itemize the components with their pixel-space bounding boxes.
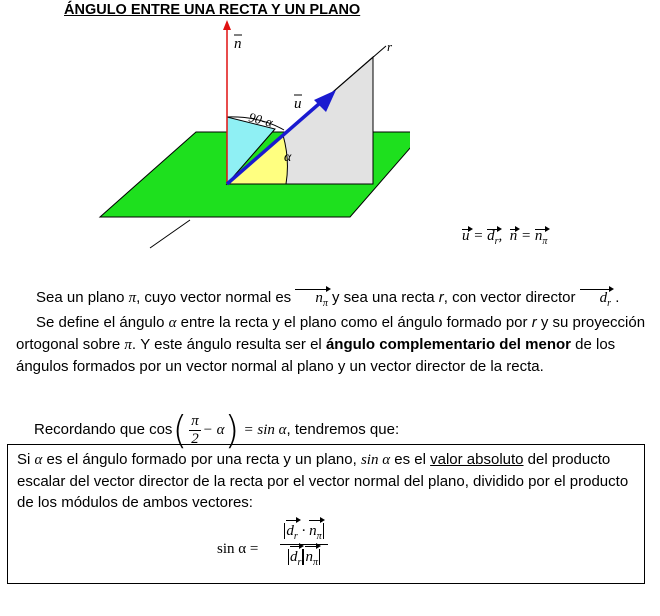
cos-identity: Recordando que cos( $\frac{\pi}{2}$ − α) = sin α, tendremos que: — [34, 408, 400, 452]
page-title: ÁNGULO ENTRE UNA RECTA Y UN PLANO — [64, 2, 361, 18]
vector-relations: $u = d_r$, $n = n_\pi$ — [462, 228, 548, 247]
underlined-phrase: valor absoluto — [430, 451, 524, 468]
geometry-figure — [90, 20, 410, 250]
label-90-alpha: 90-α — [247, 109, 275, 130]
paragraph-2: Se define el ángulo α entre la recta y el plano como el ángulo formado por r y su proyección ortogonal sobre π. Y este ángulo resulta ser el ángulo complementario del menor de los ángulos formados por un vector normal al plano y un vector director de la recta. — [16, 314, 646, 375]
label-alpha: α — [284, 150, 292, 165]
vec-u: u — [462, 228, 470, 244]
bold-phrase: ángulo complementario del menor — [325, 336, 571, 353]
definition-text: Si α es el ángulo formado por una recta y un plano, sin α es el valor absoluto del producto escalar del vector director de la recta por el vector normal del plano, dividido por el producto de los módulos de ambos vectores: — [17, 451, 629, 511]
definition-box: Si α es el ángulo formado por una recta y un plano, sin α es el valor absoluto del producto escalar del vector director de la recta por el vector normal del plano, dividido por el producto de los módulos de ambos vectores: sin α = $d_r \cdot n_\pi$ $d_r$ $n_\pi$ — [7, 444, 645, 584]
line-r-lower — [150, 220, 190, 248]
label-r: r — [387, 39, 393, 54]
paragraph-1: Sea un plano π, cuyo vector normal es $n_\pi$ y sea una recta r, con vector director $d_r$ . — [16, 287, 646, 314]
label-u: u — [294, 96, 302, 112]
label-n: n — [234, 36, 242, 52]
